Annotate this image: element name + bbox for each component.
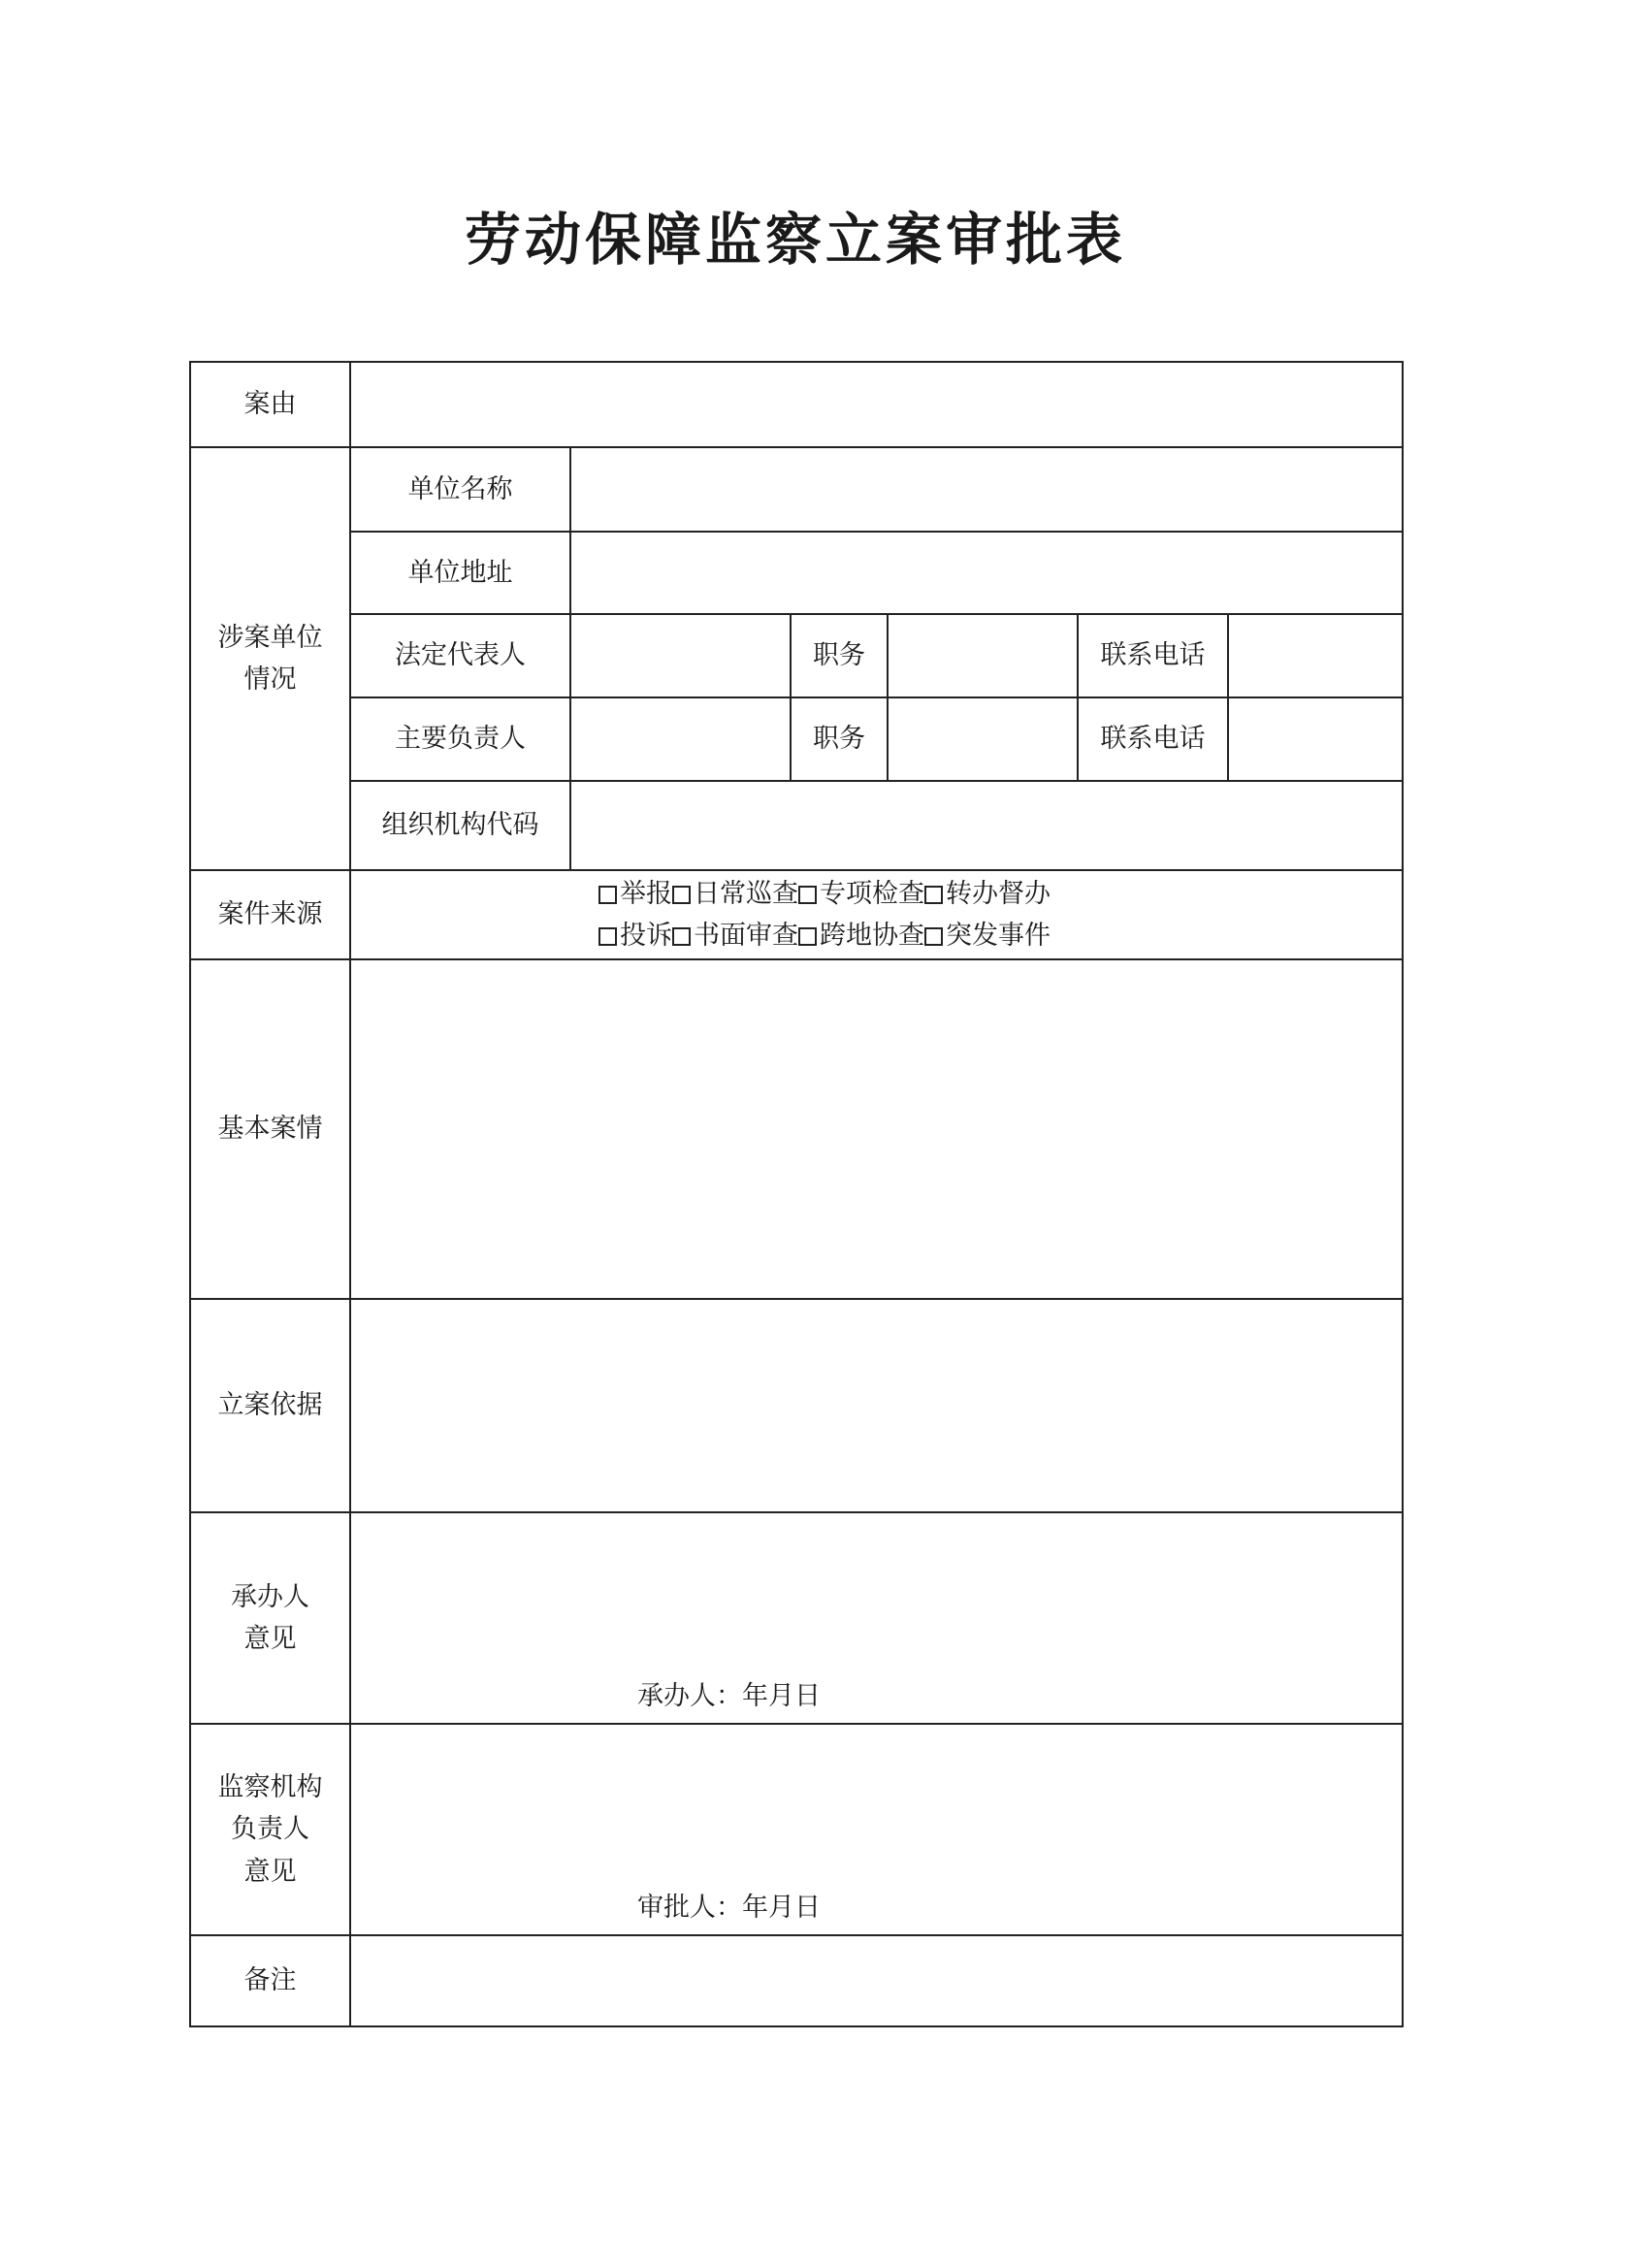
unit-address-label: 单位地址	[350, 532, 570, 614]
page-title: 劳动保障监察立案审批表	[464, 207, 1126, 273]
source-special-inspection-checkbox[interactable]: 专项检查	[798, 879, 924, 909]
unit-name-field[interactable]	[570, 447, 1403, 532]
handler-signature-line: 承办人：年月日	[637, 1680, 821, 1711]
source-complaint-checkbox[interactable]: 投诉	[598, 921, 672, 951]
basic-facts-field[interactable]	[350, 959, 1403, 1299]
legal-rep-phone-field[interactable]	[1228, 614, 1403, 697]
principal-position-field[interactable]	[888, 697, 1078, 781]
principal-field[interactable]	[570, 697, 791, 781]
legal-rep-phone-label: 联系电话	[1078, 614, 1228, 697]
legal-rep-label: 法定代表人	[350, 614, 570, 697]
principal-phone-label: 联系电话	[1078, 697, 1228, 781]
approval-form-table	[189, 361, 1404, 2027]
unit-info-label: 涉案单位 情况	[190, 447, 350, 870]
legal-rep-position-label: 职务	[791, 614, 888, 697]
case-source-row-2	[598, 915, 1402, 956]
source-emergency-checkbox[interactable]: 突发事件	[924, 921, 1051, 951]
checkbox-icon	[924, 927, 943, 946]
remarks-label: 备注	[190, 1935, 350, 2026]
handler-opinion-label: 承办人 意见	[190, 1512, 350, 1724]
checkbox-icon	[598, 886, 617, 904]
principal-label: 主要负责人	[350, 697, 570, 781]
checkbox-icon	[598, 927, 617, 946]
checkbox-icon	[798, 927, 817, 946]
filing-basis-field[interactable]	[350, 1299, 1403, 1512]
agency-opinion-field[interactable]	[350, 1724, 1403, 1935]
source-routine-patrol-checkbox[interactable]: 日常巡查	[672, 879, 798, 909]
case-source-row-1	[598, 873, 1402, 915]
principal-position-label: 职务	[791, 697, 888, 781]
org-code-field[interactable]	[570, 781, 1403, 870]
source-referral-checkbox[interactable]: 转办督办	[924, 879, 1051, 909]
case-source-label: 案件来源	[190, 870, 350, 959]
remarks-field[interactable]	[350, 1935, 1403, 2026]
unit-name-label: 单位名称	[350, 447, 570, 532]
legal-rep-field[interactable]	[570, 614, 791, 697]
approver-signature-line: 审批人：年月日	[637, 1892, 821, 1923]
case-source-options	[350, 870, 1403, 959]
source-report-checkbox[interactable]: 举报	[598, 879, 672, 909]
checkbox-icon	[798, 886, 817, 904]
unit-address-field[interactable]	[570, 532, 1403, 614]
filing-basis-label: 立案依据	[190, 1299, 350, 1512]
handler-opinion-field[interactable]	[350, 1512, 1403, 1724]
case-reason-field[interactable]	[350, 362, 1403, 447]
checkbox-icon	[672, 927, 691, 946]
basic-facts-label: 基本案情	[190, 959, 350, 1299]
legal-rep-position-field[interactable]	[888, 614, 1078, 697]
source-cross-region-checkbox[interactable]: 跨地协查	[798, 921, 924, 951]
checkbox-icon	[672, 886, 691, 904]
case-reason-label: 案由	[190, 362, 350, 447]
source-document-review-checkbox[interactable]: 书面审查	[672, 921, 798, 951]
org-code-label: 组织机构代码	[350, 781, 570, 870]
checkbox-icon	[924, 886, 943, 904]
agency-opinion-label: 监察机构 负责人 意见	[190, 1724, 350, 1935]
principal-phone-field[interactable]	[1228, 697, 1403, 781]
